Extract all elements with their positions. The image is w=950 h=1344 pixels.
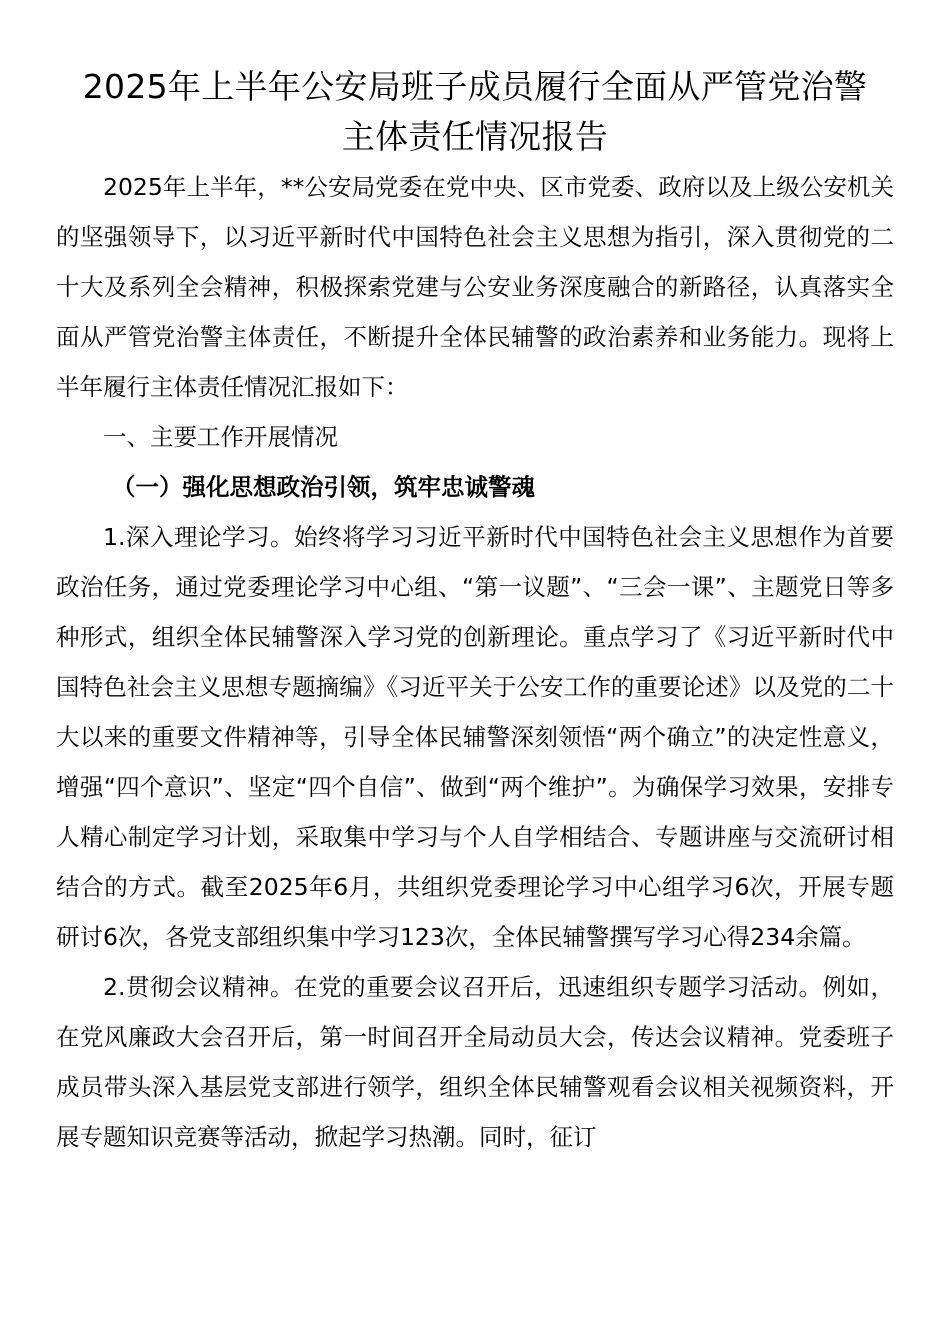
item-paragraph-2: 2.贯彻会议精神。在党的重要会议召开后，迅速组织专题学习活动。例如，在党风廉政大会召开后，第一时间召开全局动员大会，传达会议精神。党委班子成员带头深入基层党支部进行领学，组织全体民辅警观看会议相关视频资料，开展专题知识竞赛等活动，掀起学习热潮。同时，征订 <box>56 973 894 1151</box>
document-page <box>56 62 894 1162</box>
subsection-heading: （一）强化思想政治引领，筑牢忠诚警魂 <box>112 473 535 501</box>
title-line-2: 主体责任情况报告 <box>341 117 609 156</box>
document-title <box>56 62 894 162</box>
intro-paragraph: 2025年上半年，**公安局党委在党中央、区市党委、政府以及上级公安机关的坚强领导下，以习近平新时代中国特色社会主义思想为指引，深入贯彻党的二十大及系列全会精神，积极探索党建与公安业务深度融合的新路径，认真落实全面从严管党治警主体责任，不断提升全体民辅警的政治素养和业务能力。现将上半年履行主体责任情况汇报如下： <box>56 173 894 401</box>
title-line-1: 2025年上半年公安局班子成员履行全面从严管党治警 <box>82 67 868 106</box>
section-heading: 一、主要工作开展情况 <box>103 423 338 451</box>
item-paragraph-1: 1.深入理论学习。始终将学习习近平新时代中国特色社会主义思想作为首要政治任务，通过党委理论学习中心组、“第一议题”、“三会一课”、主题党日等多种形式，组织全体民辅警深入学习党的创新理论。重点学习了《习近平新时代中国特色社会主义思想专题摘编》《习近平关于公安工作的重要论述》以及党的二十大以来的重要文件精神等，引导全体民辅警深刻领悟“两个确立”的决定性意义，增强“四个意识”、坚定“四个自信”、做到“两个维护”。为确保学习效果，安排专人精心制定学习计划，采取集中学习与个人自学相结合、专题讲座与交流研讨相结合的方式。截至2025年6月，共组织党委理论学习中心组学习6次，开展专题研讨6次，各党支部组织集中学习123次，全体民辅警撰写学习心得234余篇。 <box>56 523 894 951</box>
